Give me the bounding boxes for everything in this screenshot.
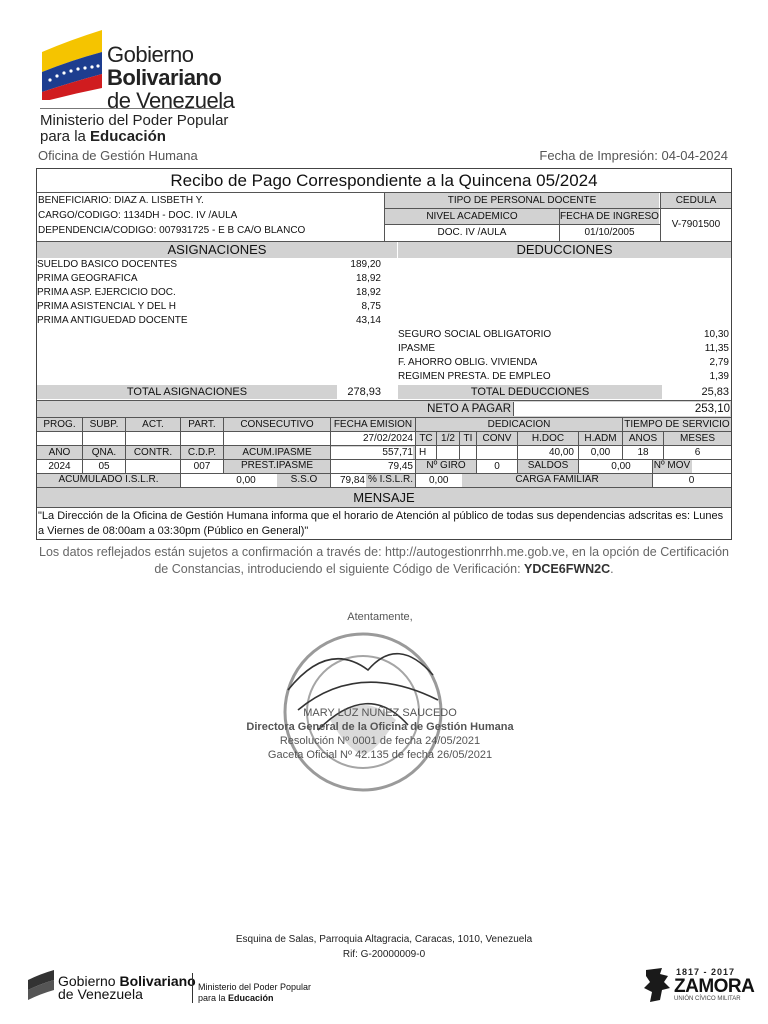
family-load-value: 0 <box>688 475 695 486</box>
balances-value: 0,00 <box>611 461 631 472</box>
zamora-subtitle: UNIÓN CÍVICO MILITAR <box>674 996 741 1002</box>
zamora-years: 1817 - 2017 <box>676 967 736 977</box>
hdoc-value: 40,00 <box>548 447 574 458</box>
hire-date: 01/10/2005 <box>584 227 635 238</box>
total-assignments: 278,93 <box>347 386 381 398</box>
footer-flag-logo <box>26 970 56 1002</box>
department-code: DEPENDENCIA/CODIGO: 007931725 - E B CA/O BLANCO <box>38 225 306 236</box>
ministry-line-1: Ministerio del Poder Popular <box>40 112 229 129</box>
col-cdp: C.D.P. <box>187 447 217 458</box>
col-contr: CONTR. <box>133 447 173 458</box>
total-assignments-label: TOTAL ASIGNACIONES <box>37 385 337 399</box>
years-value: 18 <box>637 447 649 458</box>
col-consecutive: CONSECUTIVO <box>240 419 314 430</box>
col-family-load: CARGA FAMILIAR <box>462 474 652 487</box>
tc-value: H <box>419 447 427 458</box>
pay-receipt <box>36 168 732 540</box>
resolution: Resolución Nº 0001 de fecha 24/05/2021 <box>279 735 481 747</box>
message-header: MENSAJE <box>37 488 731 507</box>
assignment-amount: 18,92 <box>355 273 381 284</box>
col-prog: PROG. <box>43 419 76 430</box>
office-name: Oficina de Gestión Humana <box>38 148 198 163</box>
col-dedication: DEDICACION <box>487 419 551 430</box>
deduction-label: F. AHORRO OBLIG. VIVIENDA <box>398 357 538 368</box>
position-code: CARGO/CODIGO: 1134DH - DOC. IV /AULA <box>38 210 238 221</box>
deduction-label: SEGURO SOCIAL OBLIGATORIO <box>398 329 552 340</box>
col-conv: CONV <box>482 433 512 444</box>
assignment-label: PRIMA ASISTENCIAL Y DEL H <box>37 301 176 312</box>
id-number: V-7901500 <box>671 219 721 230</box>
zamora-silhouette-logo <box>640 966 676 1004</box>
total-deductions: 25,83 <box>701 386 729 398</box>
col-acum-ipasme: ACUM.IPASME <box>242 447 312 458</box>
col-prest-ipasme: PREST.IPASME <box>224 460 330 473</box>
deduction-amount: 11,35 <box>704 343 729 354</box>
print-date: Fecha de Impresión: 04-04-2024 <box>539 148 728 163</box>
staff-type-label: TIPO DE PERSONAL DOCENTE <box>385 193 659 208</box>
months-value: 6 <box>694 447 701 458</box>
col-sso: S.S.O <box>277 474 331 487</box>
col-tc: TC <box>419 433 433 444</box>
brand-divider <box>40 108 225 109</box>
deduction-label: IPASME <box>398 343 436 354</box>
assignment-label: PRIMA ASP. EJERCICIO DOC. <box>37 287 176 298</box>
footer-brand: Gobierno Bolivariano de Venezuela <box>58 973 196 1002</box>
net-pay-amount: 253,10 <box>513 402 730 416</box>
greeting: Atentamente, <box>347 611 413 623</box>
assignment-label: PRIMA GEOGRAFICA <box>37 273 138 284</box>
venezuela-flag-logo <box>40 30 106 100</box>
brand-line-3: de Venezuela <box>107 88 235 113</box>
hadm-value: 0,00 <box>590 447 611 458</box>
deductions-header: DEDUCCIONES <box>398 242 731 258</box>
col-subp: SUBP. <box>89 419 119 430</box>
footer-address: Esquina de Salas, Parroquia Altagracia, Caracas, 1010, Venezuela <box>235 934 533 945</box>
deduction-amount: 1,39 <box>709 371 729 382</box>
prest-ipasme: 79,45 <box>387 461 413 472</box>
pct-islr-value: 0,00 <box>429 475 449 486</box>
assignment-label: SUELDO BASICO DOCENTES <box>37 259 178 270</box>
assignment-amount: 18,92 <box>355 287 381 298</box>
net-pay-label: NETO A PAGAR <box>377 401 511 417</box>
col-hadm: H.ADM <box>584 433 617 444</box>
acum-islr: 0,00 <box>236 475 256 486</box>
zamora-wordmark: ZAMORA <box>674 976 755 997</box>
brand-name <box>107 44 234 112</box>
col-months: MESES <box>679 433 715 444</box>
col-issue-date: FECHA EMISION <box>333 419 413 430</box>
signer-position: Directora General de la Oficina de Gestión Humana <box>246 721 514 733</box>
academic-level: DOC. IV /AULA <box>437 227 507 238</box>
col-act: ACT. <box>142 419 164 430</box>
col-hdoc: H.DOC <box>531 433 565 444</box>
verification-code: YDCE6FWN2C <box>524 562 611 576</box>
col-giro: Nº GIRO <box>416 460 476 473</box>
col-years: AÑOS <box>628 433 658 444</box>
deduction-label: REGIMEN PRESTA. DE EMPLEO <box>398 371 551 382</box>
signer-name: MARY LUZ NUÑEZ SAUCEDO <box>303 707 457 719</box>
total-deductions-label: TOTAL DEDUCCIONES <box>398 385 662 399</box>
assignment-amount: 8,75 <box>361 301 381 312</box>
col-year: AÑO <box>48 447 71 458</box>
col-pct-islr: % I.S.L.R. <box>367 474 413 485</box>
brand-line-1: Gobierno <box>107 42 194 67</box>
receipt-title: Recibo de Pago Correspondiente a la Quincena 05/2024 <box>170 171 598 190</box>
verification-note: Los datos reflejados están sujetos a confirmación a través de: http://autogestionrrhh.me.gob.ve, en la opción de Certificación de Constancias, introduciendo el siguiente Código de Verificación: YDCE6FWN2C. <box>39 545 729 576</box>
hire-date-label: FECHA DE INGRESO <box>560 211 659 222</box>
year-value: 2024 <box>48 461 71 472</box>
signature-block <box>230 610 530 762</box>
issue-date: 27/02/2024 <box>362 433 413 444</box>
verification-text: Los datos reflejados están sujetos a confirmación a través de: http://autogestionrrhh.me.gob.ve, en la opción de Certificación de Constancias, introduciendo el siguiente Código de Verificación: <box>39 545 729 576</box>
deduction-amount: 10,30 <box>703 329 729 340</box>
message-text: "La Dirección de la Oficina de Gestión Humana informa que el horario de Atención al público de todas sus dependencias adscritas es: Lunes a Viernes de 08:00am a 03:30pm (Público en General)" <box>38 510 724 537</box>
assignment-label: PRIMA ANTIGUEDAD DOCENTE <box>37 315 188 326</box>
qna-value: 05 <box>98 461 110 472</box>
col-ti: TI <box>463 433 473 444</box>
academic-level-label: NIVEL ACADEMICO <box>385 209 559 224</box>
deduction-amount: 2,79 <box>709 357 729 368</box>
footer-rif: Rif: G-20000009-0 <box>342 949 426 960</box>
beneficiary: BENEFICIARIO: DIAZ A. LISBETH Y. <box>38 195 204 206</box>
col-half: 1/2 <box>441 433 455 444</box>
ministry-name <box>40 113 228 145</box>
col-balances: SALDOS <box>518 460 578 473</box>
assignments-header: ASIGNACIONES <box>37 242 397 258</box>
col-part: PART. <box>188 419 216 430</box>
col-mov: Nº MOV <box>653 460 691 471</box>
acum-ipasme: 557,71 <box>331 447 413 459</box>
footer-ministry: Ministerio del Poder Popular para la Educación <box>198 982 312 1003</box>
brand-line-2: Bolivariano <box>107 65 222 90</box>
ministry-line-2: para la Educación <box>40 128 166 145</box>
giro-value: 0 <box>494 461 500 472</box>
sso-value: 79,84 <box>339 475 365 486</box>
id-label: CEDULA <box>661 193 731 208</box>
col-service-time: TIEMPO DE SERVICIO <box>624 419 730 430</box>
col-acum-islr: ACUMULADO I.S.L.R. <box>37 474 180 487</box>
gazette: Gaceta Oficial Nº 42.135 de fecha 26/05/2021 <box>267 749 493 761</box>
col-qna: QNA. <box>91 447 117 458</box>
assignment-amount: 43,14 <box>355 315 381 326</box>
cdp-value: 007 <box>193 461 211 472</box>
assignment-amount: 189,20 <box>350 259 381 270</box>
